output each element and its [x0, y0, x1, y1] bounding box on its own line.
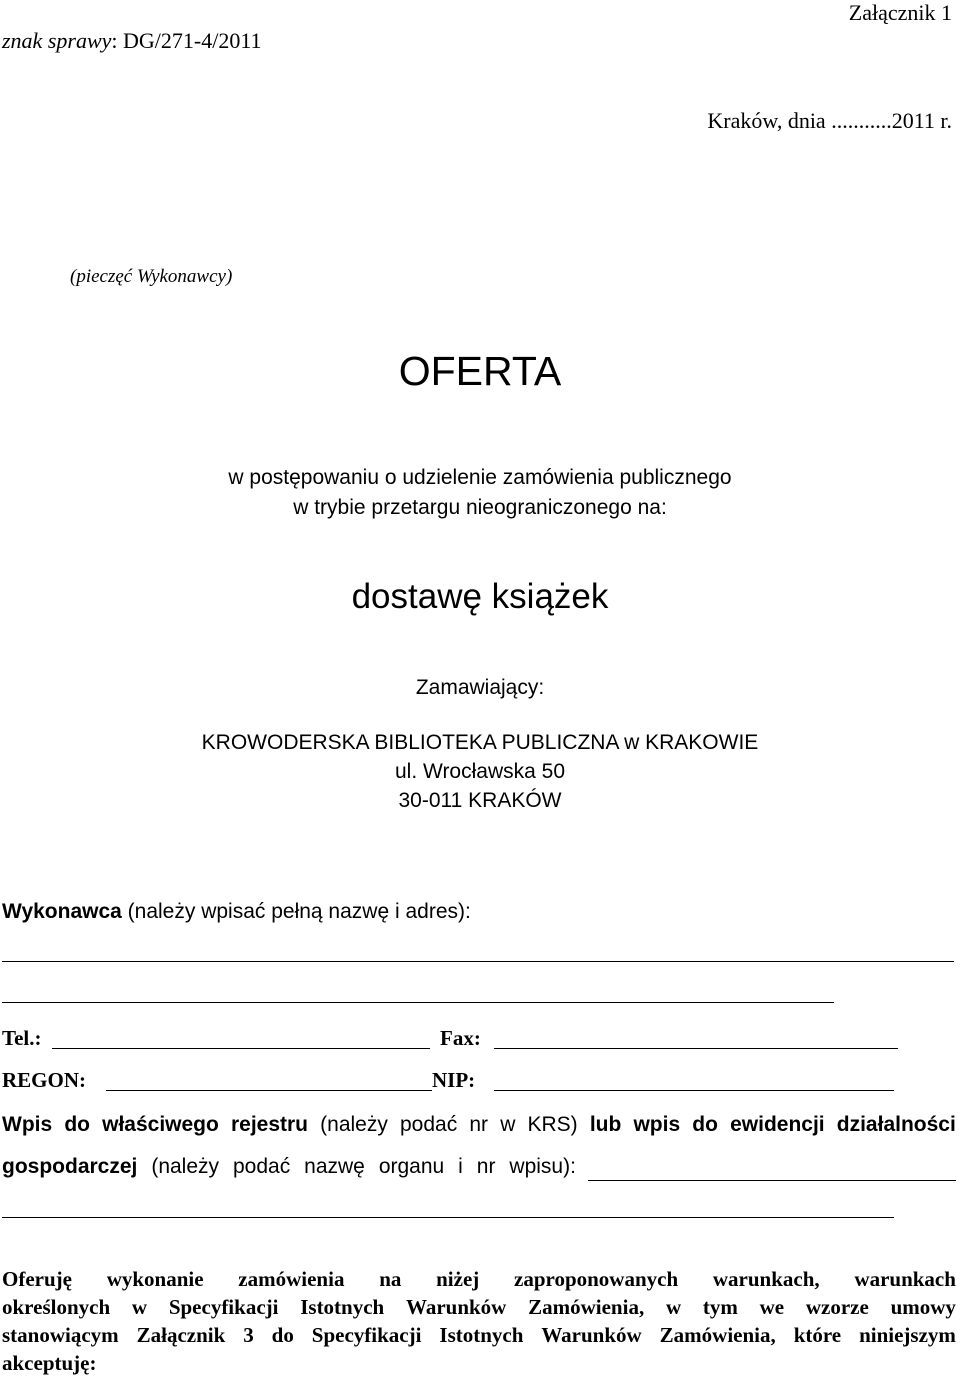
registry-word: podać [400, 1113, 458, 1136]
offer-paragraph-line-2 [2, 1295, 956, 1320]
paragraph-word: Specyfikacji [168, 1295, 279, 1319]
paragraph-word: do [271, 1323, 294, 1347]
registry-word: rejestru [230, 1113, 309, 1136]
paragraph-word: zaproponowanych [514, 1267, 679, 1291]
registry-field-line-2[interactable] [2, 1217, 894, 1218]
registry-word: wpis [633, 1113, 681, 1136]
registry-word: podać [232, 1155, 291, 1178]
paragraph-word: Specyfikacji [311, 1323, 422, 1347]
contractor-label: Wykonawca [2, 900, 122, 923]
order-subject: dostawę książek [351, 577, 609, 616]
paragraph-word: warunkach [854, 1267, 956, 1291]
stamp-placeholder: (pieczęć Wykonawcy) [70, 266, 233, 287]
registry-word: Wpis [2, 1113, 53, 1136]
buyer-street: ul. Wrocławska 50 [394, 760, 565, 783]
paragraph-word: Warunków [405, 1295, 507, 1319]
registry-word: organu [378, 1155, 445, 1178]
paragraph-word: określonych [2, 1295, 111, 1319]
procedure-line-2: w trybie przetargu nieograniczonego na: [293, 496, 667, 519]
tel-label: Tel.: [2, 1026, 42, 1050]
paragraph-word: niniejszym [859, 1323, 956, 1347]
paragraph-word: które [793, 1323, 842, 1347]
buyer-name: KROWODERSKA BIBLIOTEKA PUBLICZNA w KRAKOWIE [201, 731, 759, 754]
registry-word: działalności [836, 1113, 956, 1136]
registry-word: i [458, 1155, 463, 1178]
registry-word: ewidencji [730, 1113, 825, 1136]
registry-word: właściwego [102, 1113, 219, 1136]
buyer-city: 30-011 KRAKÓW [398, 789, 562, 812]
paragraph-word: zamówienia [238, 1267, 345, 1291]
offer-title: OFERTA [398, 348, 562, 394]
paragraph-word: Zamówienia, [659, 1323, 776, 1347]
regon-field-line[interactable] [106, 1090, 432, 1091]
contractor-name-line[interactable] [2, 961, 954, 962]
registry-word: (należy [151, 1155, 220, 1178]
registry-word: wpisu): [509, 1155, 576, 1178]
paragraph-word: 3 [243, 1323, 254, 1347]
offer-paragraph-line-4: akceptuję: [2, 1351, 97, 1375]
paragraph-word: stanowiącym [2, 1323, 119, 1347]
registry-word: w [500, 1113, 516, 1136]
paragraph-word: Zamówienia, [528, 1295, 645, 1319]
nip-label: NIP: [432, 1068, 476, 1092]
registry-word: (należy [320, 1113, 388, 1136]
paragraph-word: Istotnych [439, 1323, 524, 1347]
buyer-label: Zamawiający: [415, 676, 545, 699]
fax-label: Fax: [440, 1026, 481, 1050]
registry-field-line[interactable] [588, 1180, 956, 1181]
paragraph-word: warunkach, [712, 1267, 820, 1291]
registry-word: nazwę [304, 1155, 365, 1178]
paragraph-word: Załącznik [136, 1323, 226, 1347]
place-date: Kraków, dnia ...........2011 r. [707, 108, 952, 133]
paragraph-word: wzorze [805, 1295, 869, 1319]
contractor-address-line[interactable] [2, 1002, 834, 1003]
contractor-heading [2, 900, 471, 924]
paragraph-word: w [665, 1295, 682, 1319]
registry-word: nr [476, 1155, 496, 1178]
paragraph-word: w [131, 1295, 148, 1319]
registry-word: gospodarczej [2, 1155, 138, 1178]
paragraph-word: tym [702, 1295, 738, 1319]
paragraph-word: Istotnych [300, 1295, 385, 1319]
paragraph-word: we [759, 1295, 785, 1319]
registry-word: do [692, 1113, 718, 1136]
paragraph-word: na [379, 1267, 402, 1291]
procedure-line-1: w postępowaniu o udzielenie zamówienia publicznego [228, 466, 732, 489]
case-ref-label: znak sprawy [2, 28, 112, 53]
case-ref-value: : DG/271-4/2011 [111, 28, 262, 53]
case-reference [2, 28, 262, 54]
nip-field-line[interactable] [494, 1090, 894, 1091]
offer-paragraph-line-3 [2, 1323, 956, 1348]
paragraph-word: Oferuję [2, 1267, 72, 1291]
annex-label: Załącznik 1 [848, 0, 952, 25]
registry-line-2 [2, 1155, 576, 1179]
fax-field-line[interactable] [494, 1048, 898, 1049]
paragraph-word: umowy [890, 1295, 956, 1319]
regon-label: REGON: [2, 1068, 86, 1092]
registry-word: KRS) [527, 1113, 578, 1136]
paragraph-word: Warunków [541, 1323, 642, 1347]
offer-paragraph-line-1 [2, 1267, 956, 1292]
registry-line-1 [2, 1113, 956, 1137]
registry-word: lub [589, 1113, 622, 1136]
registry-word: nr [469, 1113, 489, 1136]
paragraph-word: niżej [436, 1267, 480, 1291]
paragraph-word: wykonanie [106, 1267, 204, 1291]
registry-word: do [64, 1113, 90, 1136]
contractor-hint: (należy wpisać pełną nazwę i adres): [121, 900, 471, 923]
tel-field-line[interactable] [52, 1048, 430, 1049]
